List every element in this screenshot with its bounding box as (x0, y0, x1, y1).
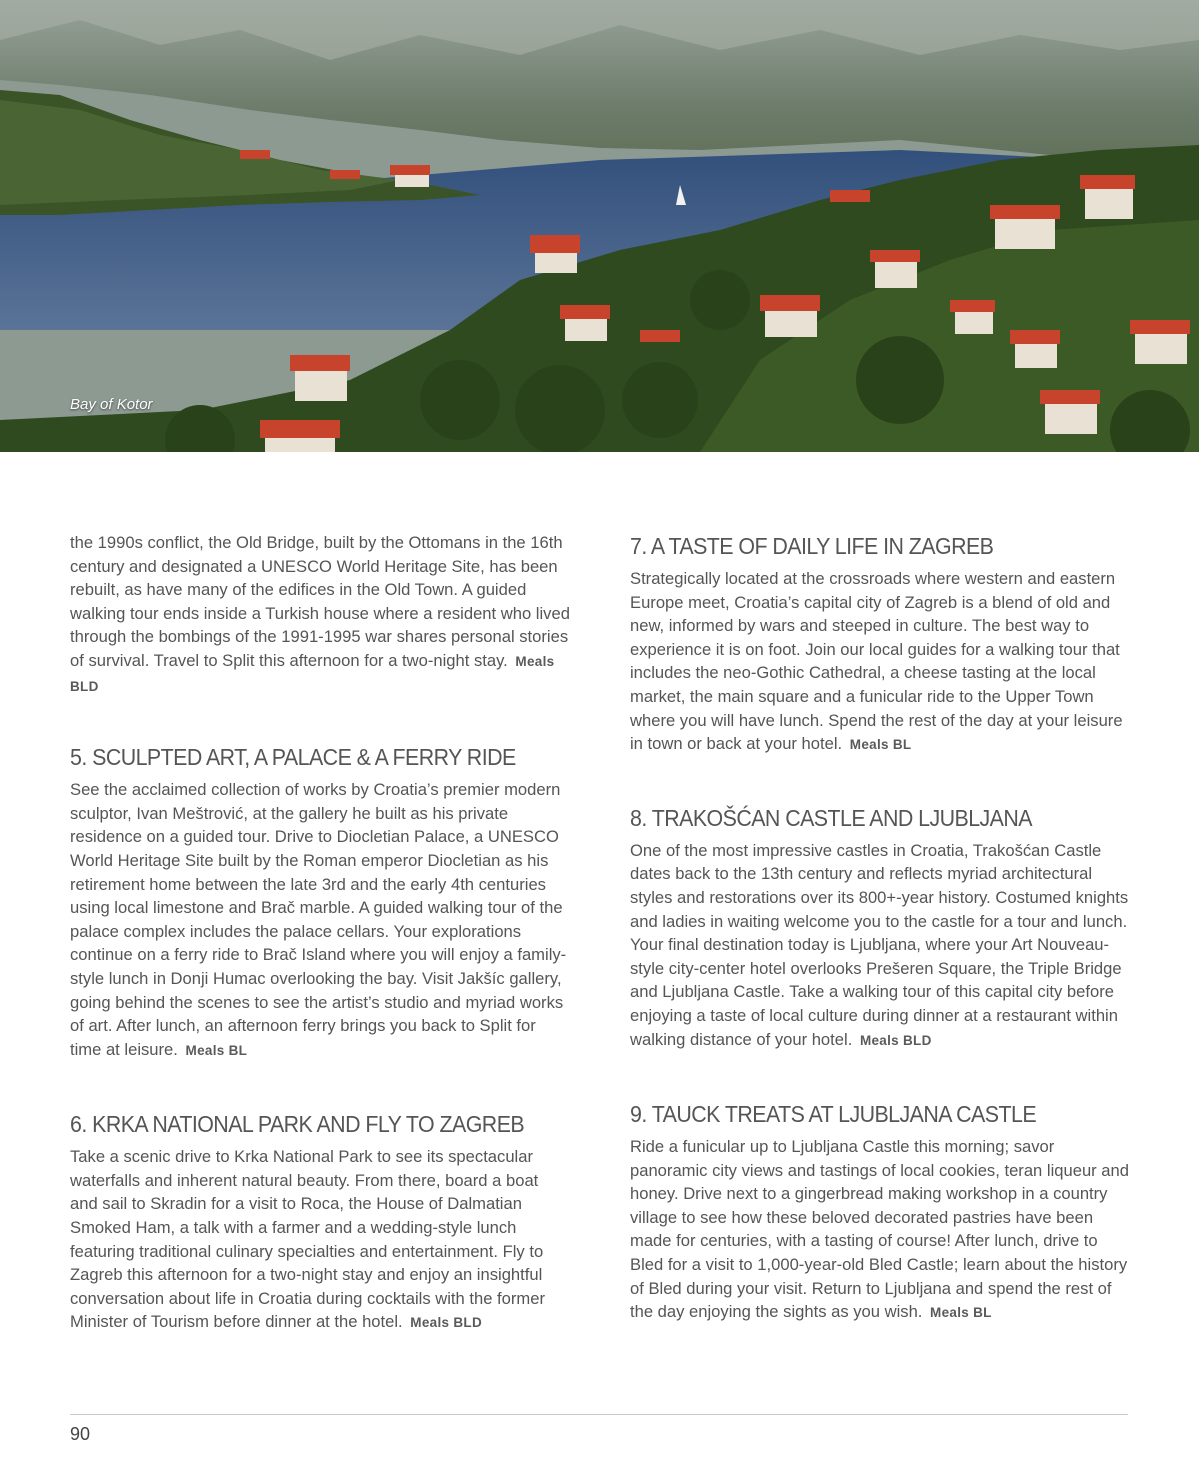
page-number: 90 (70, 1424, 91, 1444)
footer-divider (70, 1414, 1128, 1415)
day-section (630, 1099, 1130, 1325)
section-title: 5. SCULPTED ART, A PALACE & A FERRY RIDE (70, 744, 516, 771)
meals-label: Meals BL (930, 1305, 992, 1321)
meals-label: Meals BL (849, 737, 912, 753)
intro-text: the 1990s conflict, the Old Bridge, built by the Ottomans in the 16th century and designated a UNESCO World Heritage Site, has been rebuilt, as have many of the edifices in the Old Town. A guided walking tour ends inside a Turkish house where a resident who lived through the bombings of the 1991-1995 war shares personal stories of survival. Travel to Split this afternoon for a two-night stay. (70, 533, 570, 670)
section-body (70, 778, 570, 1062)
section-body-text: Ride a funicular up to Ljubljana Castle this morning; savor panoramic city views and tastings of local cookies, teran liqueur and honey. Drive next to a gingerbread making workshop in a country village to see how these beloved decorated pastries have been made for centuries, with a tasting of course! After lunch, drive to Bled for a visit to 1,000-year-old Bled Castle; learn about the history of Bled during your visit. Return to Ljubljana and spend the rest of the day enjoying the sights as you wish. (630, 1137, 1129, 1322)
day-section (70, 742, 570, 1062)
day-section (630, 803, 1130, 1052)
section-title: 9. TAUCK TREATS AT LJUBLJANA CASTLE (630, 1101, 1037, 1128)
intro-paragraph (70, 531, 570, 698)
meals-label: Meals BLD (70, 653, 555, 694)
section-body (630, 567, 1130, 757)
section-body (70, 1145, 570, 1335)
bay-of-kotor-image (0, 0, 1199, 452)
right-column (630, 531, 1130, 1325)
section-body-text: Take a scenic drive to Krka National Park to see its spectacular waterfalls and inherent natural beauty. From there, board a boat and sail to Skradin for a visit to Roca, the House of Dalmatian Smoked Ham, a talk with a farmer and a wedding-style lunch featuring traditional culinary specialties and entertainment. Fly to Zagreb this afternoon for a two-night stay and enjoy an insightful conversation about life in Croatia during cocktails with the former Minister of Tourism before dinner at the hotel. (70, 1147, 545, 1332)
hero-photo (0, 0, 1199, 452)
section-body (630, 1135, 1130, 1325)
day-section (70, 1109, 570, 1335)
section-body-text: Strategically located at the crossroads where western and eastern Europe meet, Croatia’s capital city of Zagreb is a blend of old and new, informed by wars and steeped in culture. The best way to experience it is on foot. Join our local guides for a walking tour that includes the neo-Gothic Cathedral, a cheese tasting at the local market, the main square and a funicular ride to the Upper Town where you will have lunch. Spend the rest of the day at your leisure in town or back at your hotel. (630, 569, 1123, 754)
section-title: 8. TRAKOŠĆAN CASTLE AND LJUBLJANA (630, 804, 1032, 831)
section-title: 7. A TASTE OF DAILY LIFE IN ZAGREB (630, 533, 994, 559)
section-body-text: One of the most impressive castles in Croatia, Trakošćan Castle dates back to the 13th century and reflects myriad architectural styles and restorations over its 800+-year history. Costumed knights and ladies in waiting welcome you to the castle for a tour and lunch. Your final destination today is Ljubljana, where your Art Nouveau-style city-center hotel overlooks Prešeren Square, the Triple Bridge and Ljubljana Castle. Take a walking tour of this capital city before enjoying a taste of local culture during dinner at a restaurant within walking distance of your hotel. (630, 840, 1129, 1049)
meals-label: Meals BLD (410, 1315, 483, 1331)
meals-label: Meals BL (185, 1042, 248, 1058)
section-body (630, 839, 1130, 1052)
section-title: 6. KRKA NATIONAL PARK AND FLY TO ZAGREB (70, 1111, 525, 1138)
meals-label: Meals BLD (859, 1032, 932, 1048)
left-column (70, 531, 570, 1335)
section-body-text: See the acclaimed collection of works by Croatia’s premier modern sculptor, Ivan Meštrović, at the gallery he built as his private residence on a guided tour. Drive to Diocletian Palace, a UNESCO World Heritage Site built by the Roman emperor Diocletian as his retirement home between the late 3rd and the early 4th centuries using local limestone and Brač marble. A guided walking tour of the palace complex includes the palace cellars. Your explorations continue on a ferry ride to Brač Island where you will enjoy a family-style lunch in Donji Humac overlooking the bay. Visit Jakšíc gallery, going behind the scenes to see the artist’s studio and myriad works of art. After lunch, an afternoon ferry brings you back to Split for time at leisure. (70, 780, 567, 1059)
day-section (630, 531, 1130, 757)
photo-caption: Bay of Kotor (70, 396, 153, 413)
